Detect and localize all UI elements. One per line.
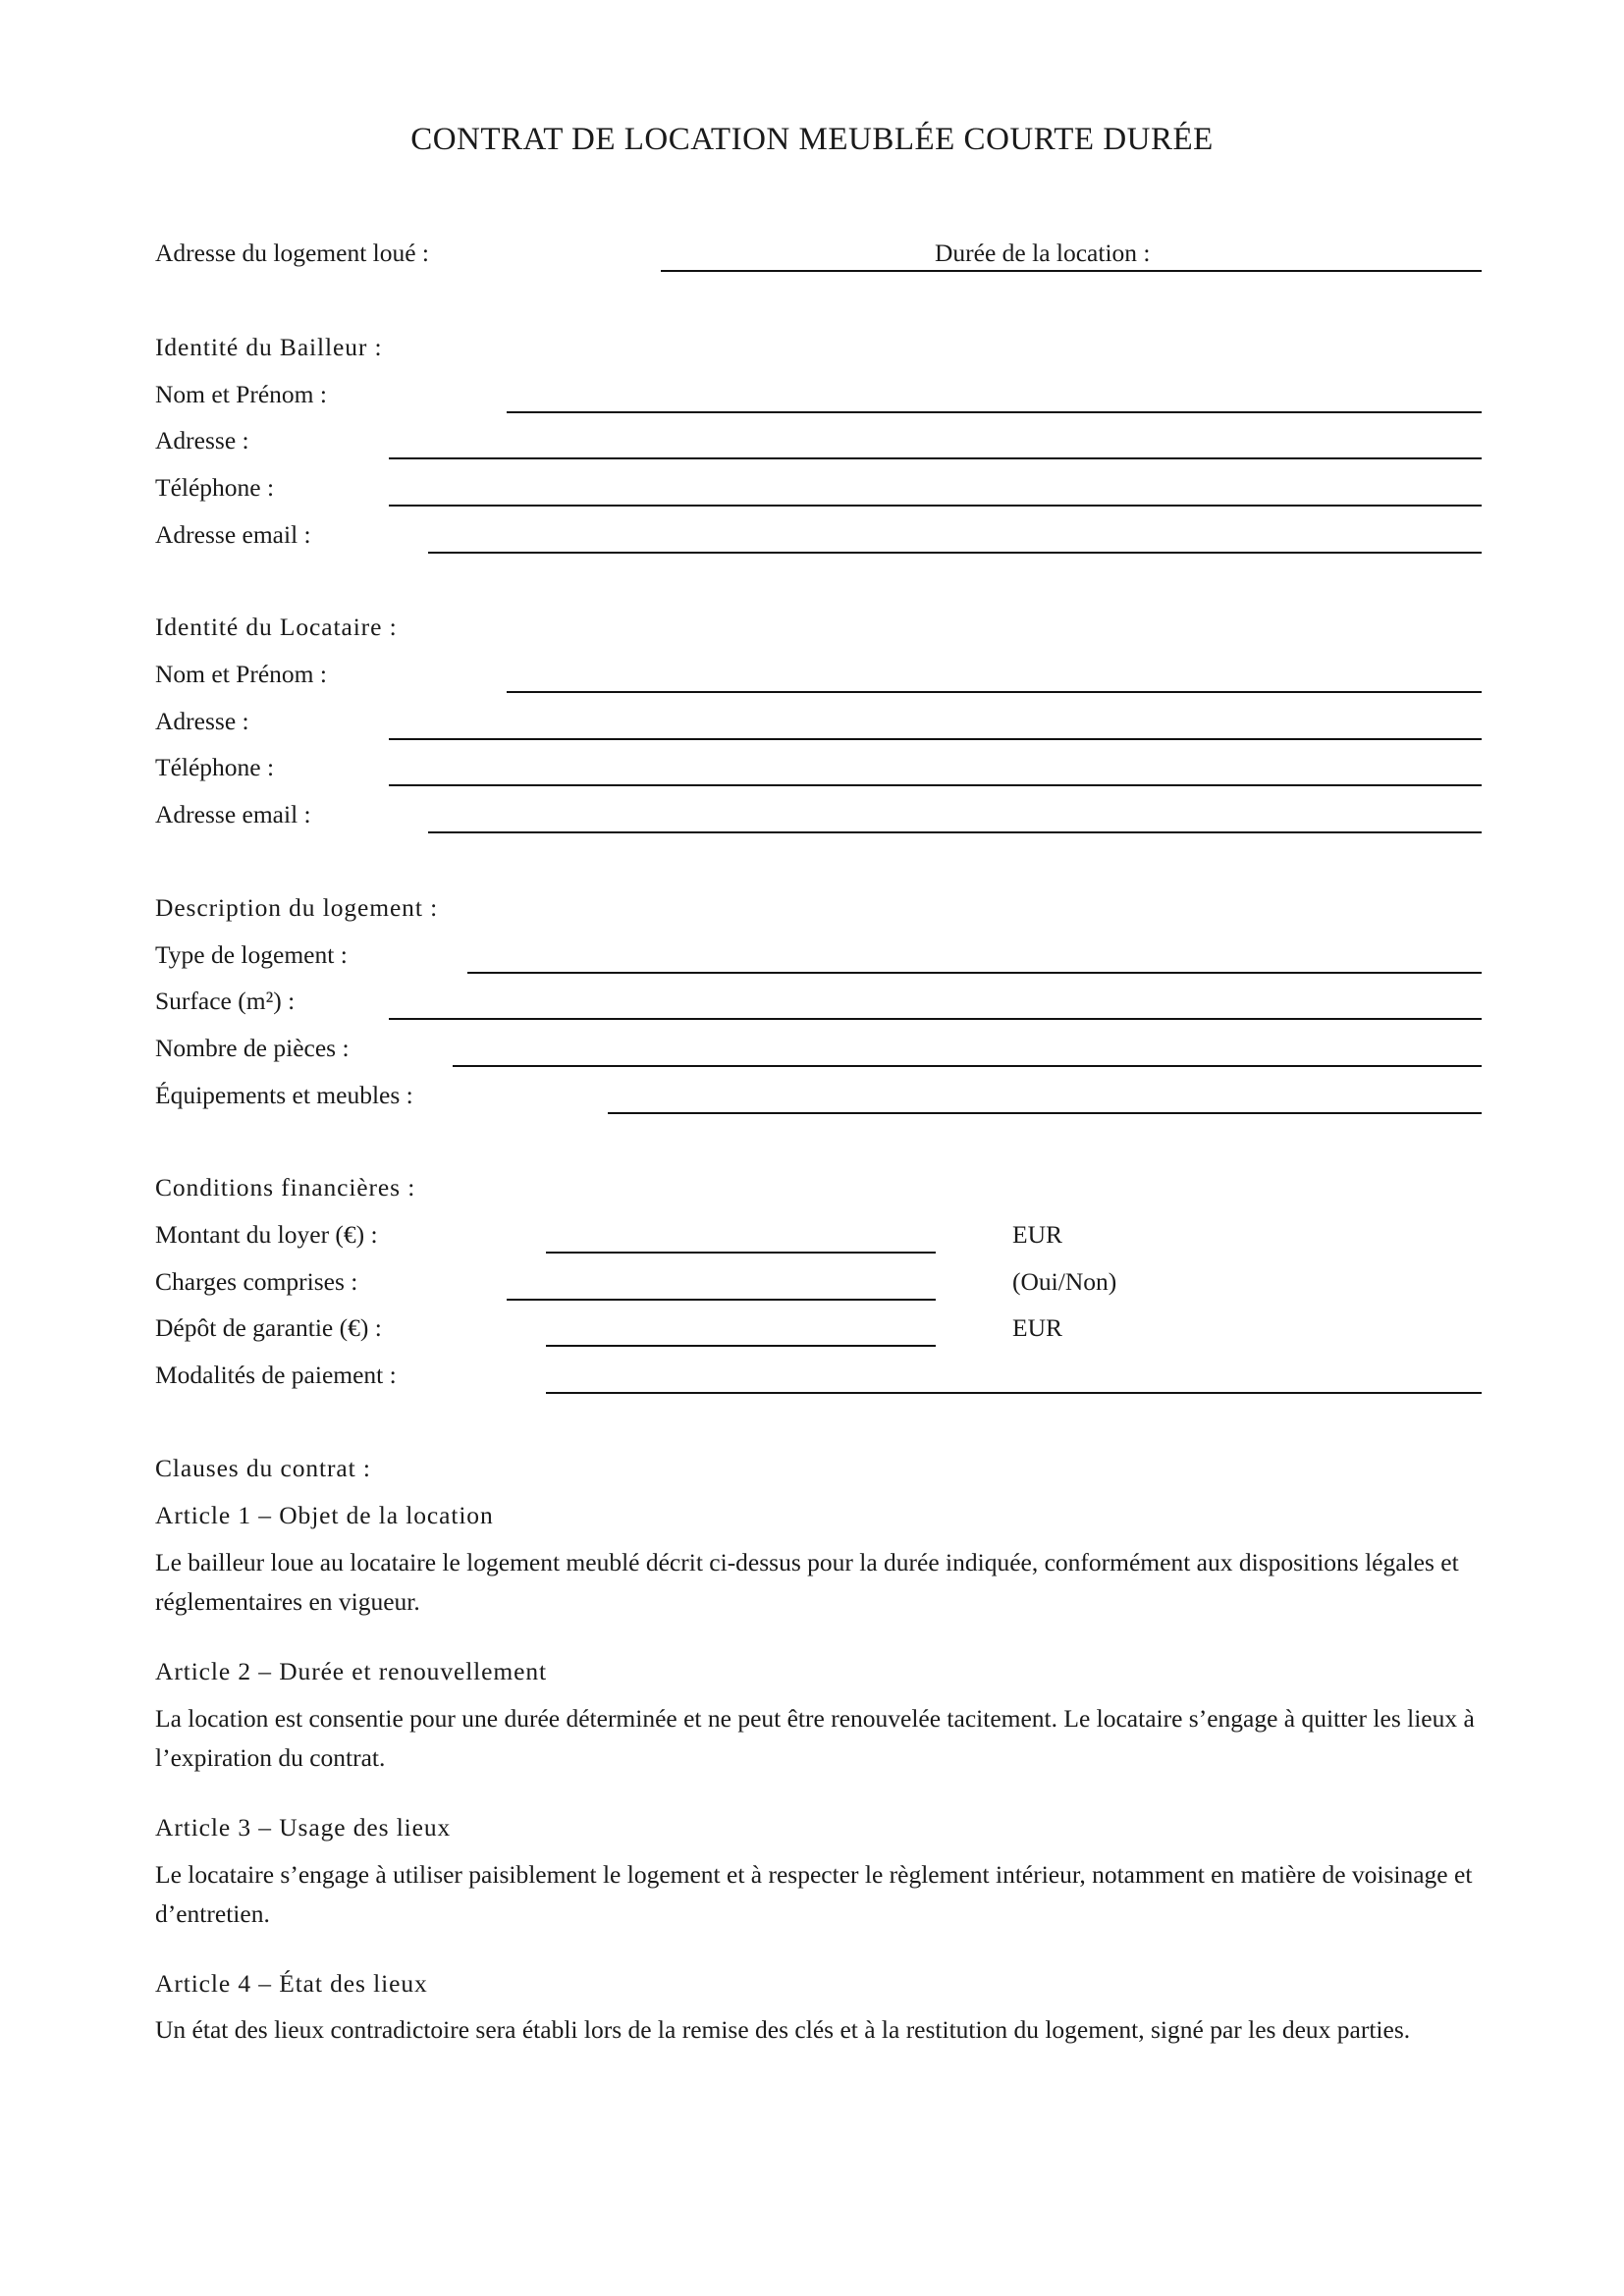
equipment-label: Équipements et meubles : [155,1081,413,1109]
rent-label: Montant du loyer (€) : [155,1220,378,1249]
rooms-label: Nombre de pièces : [155,1034,350,1062]
charges-label: Charges comprises : [155,1267,358,1296]
landlord-name-field[interactable] [507,411,1482,413]
rent-field[interactable] [546,1252,936,1254]
page-title: CONTRAT DE LOCATION MEUBLÉE COURTE DURÉE [410,122,1214,157]
rooms-field[interactable] [453,1065,1482,1067]
tenant-section-heading: Identité du Locataire : [155,613,398,641]
surface-field[interactable] [389,1018,1482,1020]
article-text: La location est consentie pour une durée déterminée et ne peut être renouvelée tacitement. Le locataire s’engage à quitter les lieux à l’expiration du contrat. [155,1704,1475,1772]
landlord-address-field[interactable] [389,457,1482,459]
tenant-address-field[interactable] [389,738,1482,740]
charges-hint: (Oui/Non) [1012,1267,1117,1296]
landlord-email-field[interactable] [428,552,1482,554]
equipment-field[interactable] [608,1112,1482,1114]
property-section-heading: Description du logement : [155,893,439,922]
payment-terms-label: Modalités de paiement : [155,1361,397,1389]
deposit-label: Dépôt de garantie (€) : [155,1313,382,1342]
property-address-field[interactable] [661,270,1482,272]
article-text: Le bailleur loue au locataire le logement meublé décrit ci-dessus pour la durée indiquée, conformément aux dispositions légales et réglementaires en vigueur. [155,1548,1459,1616]
surface-label: Surface (m²) : [155,987,296,1015]
landlord-address-label: Adresse : [155,426,249,454]
financial-section-heading: Conditions financières : [155,1173,416,1201]
landlord-section-heading: Identité du Bailleur : [155,333,383,361]
tenant-phone-label: Téléphone : [155,753,275,781]
property-type-label: Type de logement : [155,940,348,969]
property-type-field[interactable] [467,972,1482,974]
article-text: Un état des lieux contradictoire sera établi lors de la remise des clés et à la restitution du logement, signé par les deux parties. [155,2015,1411,2044]
tenant-name-label: Nom et Prénom : [155,660,327,688]
tenant-name-field[interactable] [507,691,1482,693]
landlord-phone-label: Téléphone : [155,473,275,502]
article-title: Article 4 – État des lieux [155,1969,428,1998]
payment-terms-field[interactable] [546,1392,1482,1394]
deposit-unit: EUR [1012,1313,1062,1342]
charges-field[interactable] [507,1299,936,1301]
tenant-email-field[interactable] [428,831,1482,833]
landlord-email-label: Adresse email : [155,520,311,549]
property-address-label: Adresse du logement loué : [155,239,430,267]
landlord-phone-field[interactable] [389,505,1482,507]
landlord-name-label: Nom et Prénom : [155,380,327,408]
deposit-field[interactable] [546,1345,936,1347]
tenant-phone-field[interactable] [389,784,1482,786]
article-title: Article 3 – Usage des lieux [155,1813,452,1842]
rental-duration-label: Durée de la location : [935,239,1151,267]
tenant-email-label: Adresse email : [155,800,311,828]
article-text: Le locataire s’engage à utiliser paisiblement le logement et à respecter le règlement intérieur, notamment en matière de voisinage et d’entretien. [155,1860,1473,1928]
tenant-address-label: Adresse : [155,707,249,735]
rent-unit: EUR [1012,1220,1062,1249]
clauses-section-heading: Clauses du contrat : [155,1454,371,1482]
article-title: Article 1 – Objet de la location [155,1501,494,1529]
article-title: Article 2 – Durée et renouvellement [155,1657,547,1685]
